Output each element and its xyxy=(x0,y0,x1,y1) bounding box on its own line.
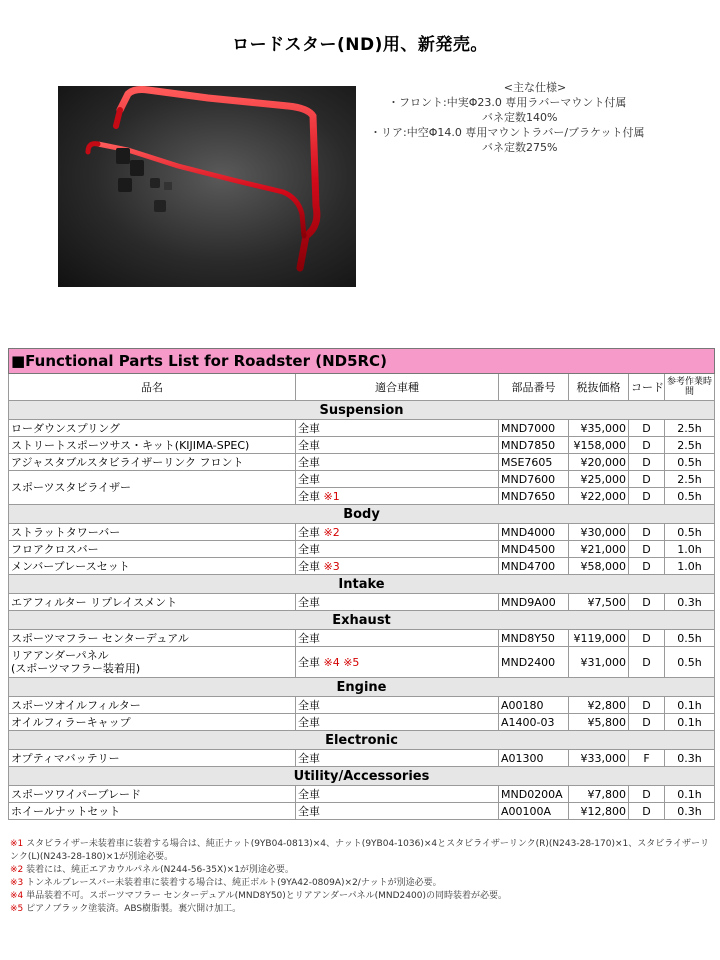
spec-title: <主な仕様> xyxy=(503,81,567,94)
section-suspension: Suspension xyxy=(9,401,715,420)
item-code: D xyxy=(629,471,665,488)
item-fit: 全車 xyxy=(296,594,499,611)
item-hours: 0.3h xyxy=(665,594,715,611)
item-code: D xyxy=(629,488,665,505)
item-fit: 全車 ※1 xyxy=(296,488,499,505)
item-position: フロント xyxy=(199,455,244,469)
table-row xyxy=(9,437,715,454)
item-hours: 0.1h xyxy=(665,697,715,714)
item-price: ¥158,000 xyxy=(569,437,629,454)
item-part: A00100A xyxy=(499,803,569,820)
table-row xyxy=(9,630,715,647)
spec-rear-rate: バネ定数275% xyxy=(482,141,558,154)
item-part: MND7600 xyxy=(499,471,569,488)
note-marker: ※2 xyxy=(323,525,340,539)
note-marker: ※3 xyxy=(323,559,340,573)
table-row xyxy=(9,647,715,678)
item-price: ¥21,000 xyxy=(569,541,629,558)
item-hours: 2.5h xyxy=(665,437,715,454)
item-code: D xyxy=(629,647,665,678)
item-price: ¥7,800 xyxy=(569,786,629,803)
spec-summary xyxy=(360,80,690,155)
item-price: ¥2,800 xyxy=(569,697,629,714)
item-part: MND7650 xyxy=(499,488,569,505)
section-body: Body xyxy=(9,505,715,524)
note-marker: ※4 ※5 xyxy=(323,655,360,669)
footnote: ※4 単品装着不可。スポーツマフラー センターデュアル(MND8Y50)とリアアンダーパネル(MND2400)の同時装着が必要。 xyxy=(10,891,507,901)
item-fit: 全車 xyxy=(296,630,499,647)
item-part: MND4000 xyxy=(499,524,569,541)
item-hours: 0.1h xyxy=(665,714,715,731)
item-name: エアフィルター リプレイスメント xyxy=(9,594,296,611)
item-name: ホイールナットセット xyxy=(9,803,296,820)
section-utility: Utility/Accessories xyxy=(9,767,715,786)
item-name: スポーツマフラー センターデュアル xyxy=(9,630,296,647)
item-hours: 0.5h xyxy=(665,488,715,505)
item-code: D xyxy=(629,454,665,471)
col-header-part: 部品番号 xyxy=(499,374,569,401)
note-marker: ※1 xyxy=(323,489,340,503)
item-hours: 0.5h xyxy=(665,630,715,647)
table-row xyxy=(9,750,715,767)
item-code: D xyxy=(629,786,665,803)
footnote: ※3 トンネルブレースバー未装着車に装着する場合は、純正ボルト(9YA42-0809A)×2/ナットが別途必要。 xyxy=(10,878,442,888)
item-name: ストリートスポーツサス・キット(KIJIMA-SPEC) xyxy=(9,437,296,454)
item-fit: 全車 xyxy=(296,803,499,820)
item-code: D xyxy=(629,803,665,820)
section-electronic: Electronic xyxy=(9,731,715,750)
table-row xyxy=(9,697,715,714)
item-part: MND0200A xyxy=(499,786,569,803)
item-code: D xyxy=(629,630,665,647)
item-code: D xyxy=(629,524,665,541)
item-price: ¥12,800 xyxy=(569,803,629,820)
item-hours: 2.5h xyxy=(665,420,715,437)
col-header-price: 税抜価格 xyxy=(569,374,629,401)
item-hours: 0.1h xyxy=(665,786,715,803)
item-part: MND4500 xyxy=(499,541,569,558)
item-price: ¥35,000 xyxy=(569,420,629,437)
col-header-fit: 適合車種 xyxy=(296,374,499,401)
spec-rear: ・リア:中空Φ14.0 専用マウントラバー/ブラケット付属 xyxy=(370,126,645,139)
item-fit: 全車 ※2 xyxy=(296,524,499,541)
parts-table xyxy=(8,348,715,820)
item-hours: 0.3h xyxy=(665,803,715,820)
item-part: A00180 xyxy=(499,697,569,714)
item-name: ローダウンスプリング xyxy=(9,420,296,437)
item-part: MSE7605 xyxy=(499,454,569,471)
item-code: D xyxy=(629,437,665,454)
footnote: ※5 ピアノブラック塗装済。ABS樹脂製。裏穴開け加工。 xyxy=(10,904,242,914)
col-header-name: 品名 xyxy=(9,374,296,401)
item-code: F xyxy=(629,750,665,767)
item-price: ¥30,000 xyxy=(569,524,629,541)
spec-front: ・フロント:中実Φ23.0 専用ラバーマウント付属 xyxy=(388,96,627,109)
item-code: D xyxy=(629,697,665,714)
item-name: スポーツワイパーブレード xyxy=(9,786,296,803)
table-row xyxy=(9,524,715,541)
item-code: D xyxy=(629,558,665,575)
item-hours: 1.0h xyxy=(665,541,715,558)
item-name: メンバーブレースセット xyxy=(9,558,296,575)
item-fit: 全車 xyxy=(296,471,499,488)
table-row xyxy=(9,541,715,558)
item-fit: 全車 xyxy=(296,437,499,454)
item-code: D xyxy=(629,714,665,731)
table-row xyxy=(9,454,715,471)
item-fit: 全車 xyxy=(296,454,499,471)
item-part: MND4700 xyxy=(499,558,569,575)
item-fit: 全車 xyxy=(296,750,499,767)
col-header-hours: 参考作業時間 xyxy=(665,374,715,401)
item-price: ¥33,000 xyxy=(569,750,629,767)
item-hours: 0.5h xyxy=(665,524,715,541)
table-row xyxy=(9,786,715,803)
item-fit: 全車 xyxy=(296,420,499,437)
item-code: D xyxy=(629,420,665,437)
item-part: MND7850 xyxy=(499,437,569,454)
item-part: MND8Y50 xyxy=(499,630,569,647)
item-name: アジャスタブルスタビライザーリンク フロント xyxy=(9,454,296,471)
item-part: MND7000 xyxy=(499,420,569,437)
item-name: ストラットタワーバー xyxy=(9,524,296,541)
item-name: スポーツスタビライザー xyxy=(9,471,296,505)
section-exhaust: Exhaust xyxy=(9,611,715,630)
spec-front-rate: バネ定数140% xyxy=(482,111,558,124)
headline: ロードスター(ND)用、新発売。 xyxy=(232,35,488,55)
item-code: D xyxy=(629,541,665,558)
footnotes xyxy=(10,838,714,916)
item-part: MND9A00 xyxy=(499,594,569,611)
item-hours: 0.5h xyxy=(665,454,715,471)
item-part: MND2400 xyxy=(499,647,569,678)
item-price: ¥119,000 xyxy=(569,630,629,647)
item-name: フロアクロスバー xyxy=(9,541,296,558)
table-row xyxy=(9,420,715,437)
item-price: ¥5,800 xyxy=(569,714,629,731)
item-name: リアアンダーパネル (スポーツマフラー装着用) xyxy=(9,647,296,678)
item-price: ¥7,500 xyxy=(569,594,629,611)
item-hours: 1.0h xyxy=(665,558,715,575)
table-row xyxy=(9,471,715,488)
item-name: オイルフィラーキャップ xyxy=(9,714,296,731)
item-hours: 2.5h xyxy=(665,471,715,488)
table-row xyxy=(9,714,715,731)
col-header-code: コード xyxy=(629,374,665,401)
footnote: ※2 装着には、純正エアカウルパネル(N244-56-35X)×1が別途必要。 xyxy=(10,865,294,875)
table-title: ■Functional Parts List for Roadster (ND5RC) xyxy=(9,349,715,374)
item-price: ¥58,000 xyxy=(569,558,629,575)
item-fit: 全車 ※4 ※5 xyxy=(296,647,499,678)
item-name: スポーツオイルフィルター xyxy=(9,697,296,714)
item-price: ¥25,000 xyxy=(569,471,629,488)
item-fit: 全車 xyxy=(296,697,499,714)
table-row xyxy=(9,594,715,611)
item-price: ¥22,000 xyxy=(569,488,629,505)
item-part: A1400-03 xyxy=(499,714,569,731)
item-hours: 0.5h xyxy=(665,647,715,678)
item-price: ¥20,000 xyxy=(569,454,629,471)
item-fit: 全車 ※3 xyxy=(296,558,499,575)
item-part: A01300 xyxy=(499,750,569,767)
item-fit: 全車 xyxy=(296,714,499,731)
item-fit: 全車 xyxy=(296,786,499,803)
stabilizer-bar-image xyxy=(58,86,356,287)
item-hours: 0.3h xyxy=(665,750,715,767)
table-row xyxy=(9,558,715,575)
table-row xyxy=(9,803,715,820)
footnote: ※1 スタビライザー未装着車に装着する場合は、純正ナット(9YB04-0813)×4、ナット(9YB04-1036)×4とスタビライザーリンク(R)(N243-28-170)×1、スタビライザーリンク(L)(N243-28-180)×1が別途必要。 xyxy=(10,839,709,862)
item-price: ¥31,000 xyxy=(569,647,629,678)
section-intake: Intake xyxy=(9,575,715,594)
item-name: オプティマバッテリー xyxy=(9,750,296,767)
section-engine: Engine xyxy=(9,678,715,697)
item-code: D xyxy=(629,594,665,611)
stabilizer-photo xyxy=(58,86,356,287)
item-fit: 全車 xyxy=(296,541,499,558)
